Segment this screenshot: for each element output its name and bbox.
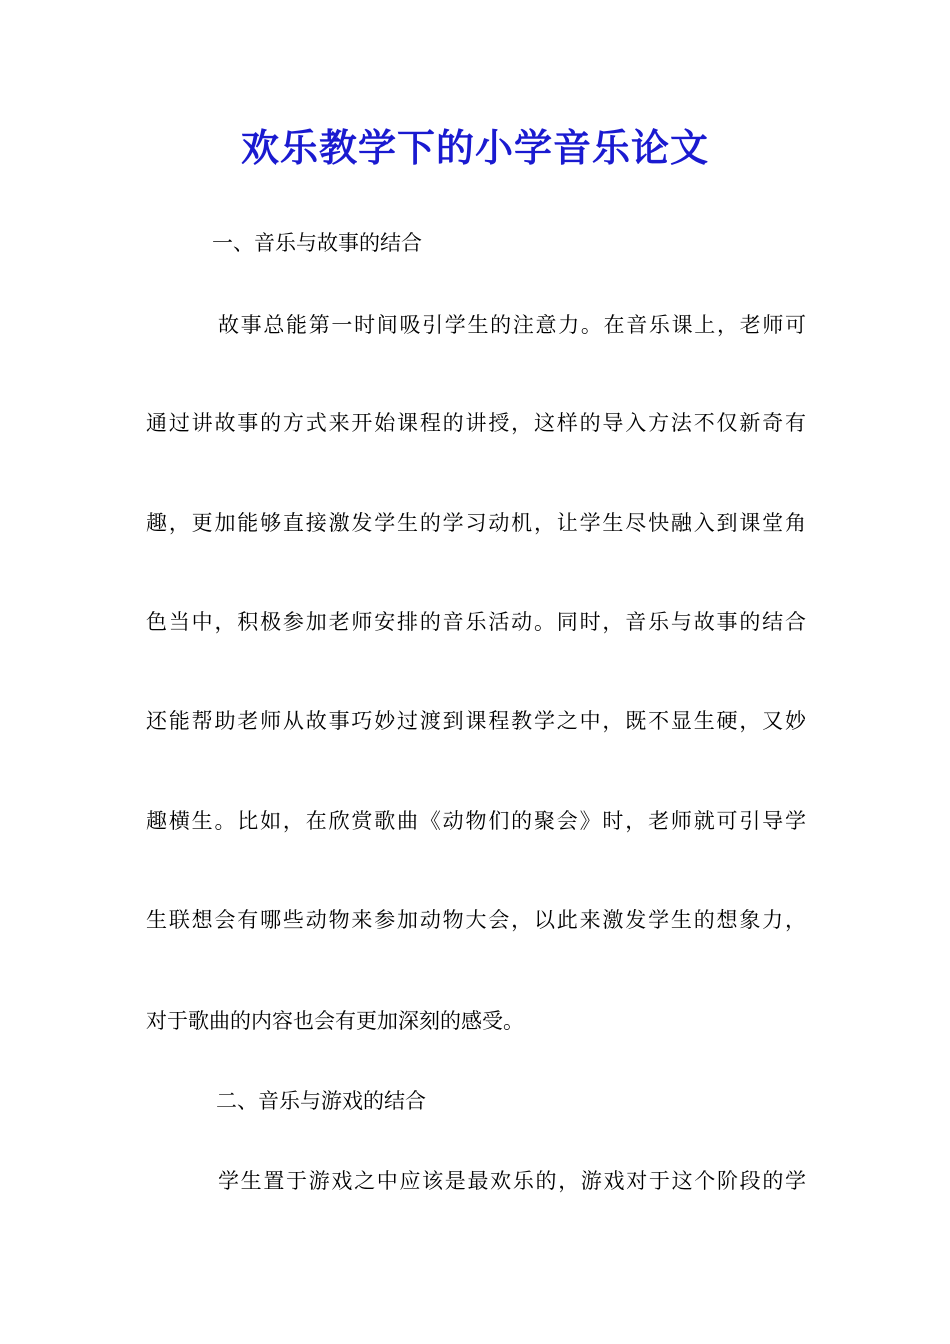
paragraph-line: 学生置于游戏之中应该是最欢乐的，游戏对于这个阶段的学	[218, 1169, 806, 1193]
paragraph-line: 对于歌曲的内容也会有更加深刻的感受。	[146, 1009, 524, 1033]
paragraph-line: 还能帮助老师从故事巧妙过渡到课程教学之中，既不显生硬，又妙	[146, 709, 806, 733]
section-heading-2: 二、音乐与游戏的结合	[216, 1089, 426, 1113]
document-title: 欢乐教学下的小学音乐论文	[240, 125, 709, 170]
paragraph-line: 故事总能第一时间吸引学生的注意力。在音乐课上，老师可	[218, 313, 806, 337]
section-heading-1: 一、音乐与故事的结合	[212, 231, 422, 255]
paragraph-line: 通过讲故事的方式来开始课程的讲授，这样的导入方法不仅新奇有	[146, 411, 806, 435]
paragraph-line: 生联想会有哪些动物来参加动物大会，以此来激发学生的想象力，	[146, 908, 806, 932]
paragraph-line: 趣，更加能够直接激发学生的学习动机，让学生尽快融入到课堂角	[146, 511, 806, 535]
paragraph-line: 趣横生。比如，在欣赏歌曲《动物们的聚会》时，老师就可引导学	[146, 809, 806, 833]
paragraph-line: 色当中，积极参加老师安排的音乐活动。同时，音乐与故事的结合	[146, 610, 806, 634]
